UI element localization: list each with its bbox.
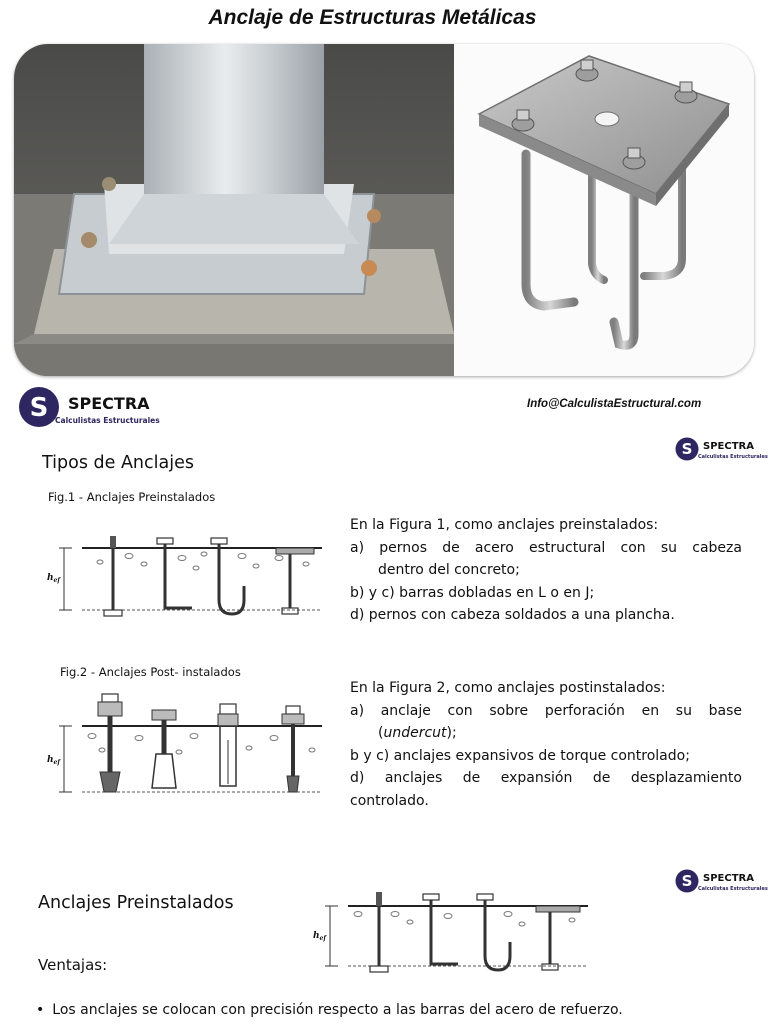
brand-name-small: SPECTRA [703,441,754,452]
brand-tagline: Calculistas Estructurales [55,416,160,425]
para2-item-a: a) anclaje con sobre perforación en su base [350,700,742,723]
para1-item-a: a) pernos de acero estructural con su cabeza [350,537,742,560]
undercut-term: undercut [383,725,447,742]
fig1-hef-label: h [47,573,54,583]
brand-name-small-2: SPECTRA [703,873,754,884]
column-base-photo [14,44,454,376]
fig3-hef-label: h [313,931,320,941]
section-heading-preinstalados: Anclajes Preinstalados [38,893,234,913]
spectra-logo-icon [18,386,60,428]
para1-a-line2: dentro del concreto; [378,562,520,579]
para2-a-marker: a) [350,702,365,719]
para2-a-line2: (undercut); [378,725,457,742]
fig2-hef-label: h [47,755,54,765]
paragraph-fig2 [350,677,742,813]
svg-text:S: S [681,872,693,890]
brand-tagline-small-2: Calculistas Estructurales [698,886,768,892]
hero-image-panel [14,44,754,376]
svg-text:hef [313,931,327,942]
ventajas-label: Ventajas: [38,956,108,974]
fig2-hef-sub: ef [53,759,60,766]
svg-text:hef [47,755,61,766]
para1-item-b: b) y c) barras dobladas en L o en J; [350,584,595,601]
fig2-caption: Fig.2 - Anclajes Post- instalados [60,665,241,679]
section-heading-tipos: Tipos de Anclajes [42,453,194,473]
ventajas-list [36,1002,756,1018]
spectra-logo-icon-small-2 [675,869,699,893]
para2-line1: En la Figura 2, como anclajes postinstalados: [350,680,666,696]
svg-text:hef [47,573,61,584]
svg-text:S: S [681,440,693,458]
para2-item-d: d) anclajes de expansión de desplazamiento [350,770,742,787]
contact-email-link[interactable]: Info@CalculistaEstructural.com [527,398,702,410]
para2-d-line2: controlado. [350,792,429,809]
fig1-preinstalled-anchors-diagram [44,528,326,623]
page-title: Anclaje de Estructuras Metálicas [208,6,537,29]
fig1-hef-sub: ef [53,577,60,584]
fig2-postinstalled-anchors-diagram [44,690,326,800]
paragraph-fig1 [350,514,742,627]
spectra-logo-icon-small [675,437,699,461]
preinstalled-anchors-diagram [310,880,592,980]
para1-item-d: d) pernos con cabeza soldados a una plancha. [350,607,675,624]
list-item: • Los anclajes se colocan con precisión respecto a las barras del acero de refuerzo. [36,1002,756,1018]
brand-name: SPECTRA [68,394,150,413]
para2-item-b: b y c) anclajes expansivos de torque controlado; [350,747,690,764]
svg-text:S: S [29,393,49,423]
anchor-plate-render [454,44,754,376]
fig1-caption: Fig.1 - Anclajes Preinstalados [48,490,216,504]
fig3-hef-sub: ef [319,935,326,942]
para1-line1: En la Figura 1, como anclajes preinstalados: [350,517,659,533]
para1-a-marker: a) [350,539,365,556]
brand-tagline-small: Calculistas Estructurales [698,454,768,460]
